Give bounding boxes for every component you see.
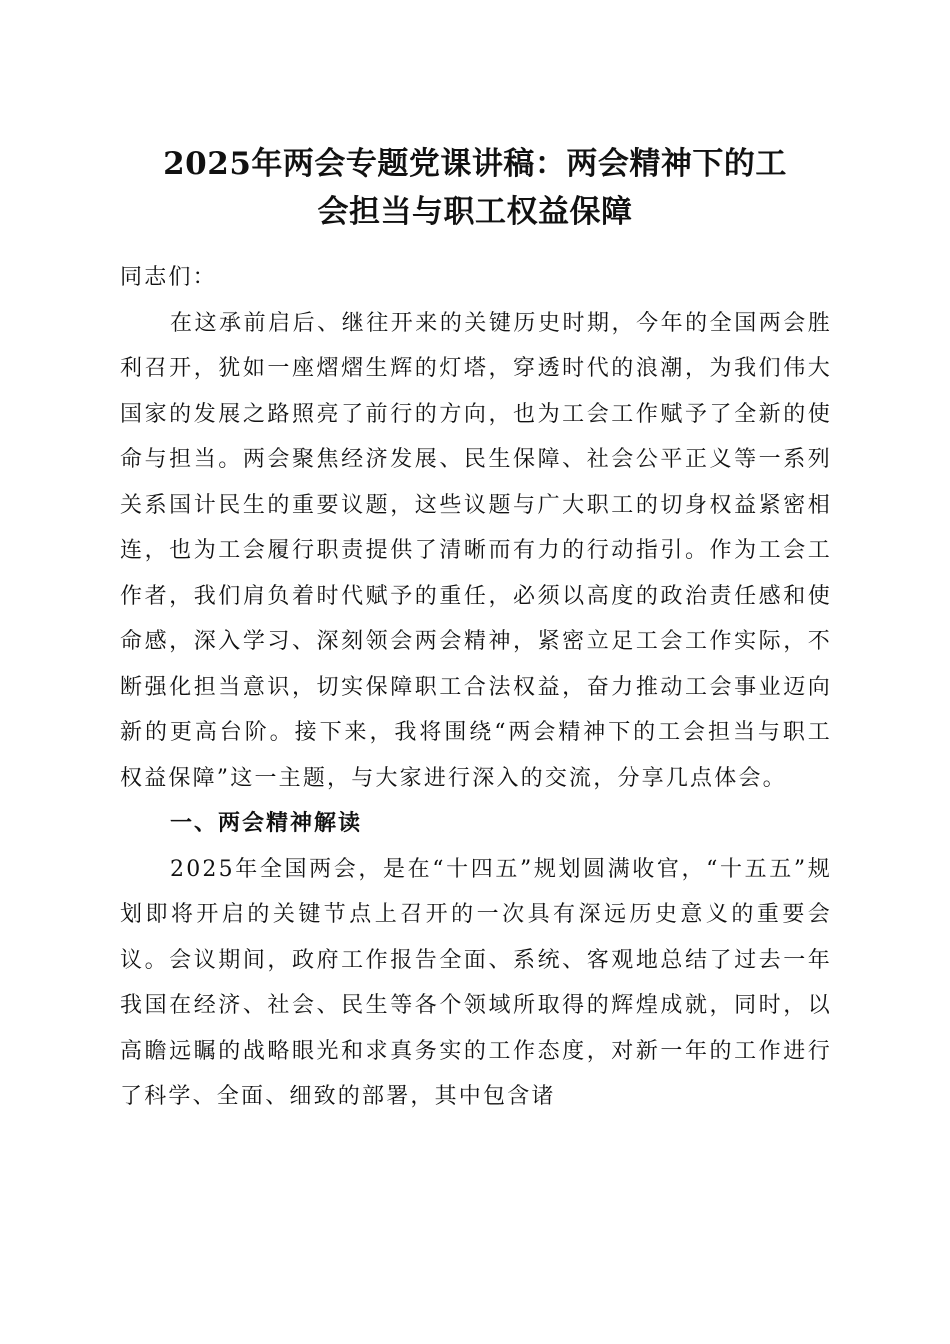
- paragraph-intro: 在这承前启后、继往开来的关键历史时期，今年的全国两会胜利召开，犹如一座熠熠生辉的灯塔，穿透时代的浪潮，为我们伟大国家的发展之路照亮了前行的方向，也为工会工作赋予了全新的使命与担当。两会聚焦经济发展、民生保障、社会公平正义等一系列关系国计民生的重要议题，这些议题与广大职工的切身权益紧密相连，也为工会履行职责提供了清晰而有力的行动指引。作为工会工作者，我们肩负着时代赋予的重任，必须以高度的政治责任感和使命感，深入学习、深刻领会两会精神，紧密立足工会工作实际，不断强化担当意识，切实保障职工合法权益，奋力推动工会事业迈向新的更高台阶。接下来，我将围绕“两会精神下的工会担当与职工权益保障”这一主题，与大家进行深入的交流，分享几点体会。: [120, 310, 832, 791]
- document-title: [100, 140, 850, 236]
- title-line-2: 会担当与职工权益保障: [317, 194, 633, 230]
- paragraph-section-1: 2025年全国两会，是在“十四五”规划圆满收官，“十五五”规划即将开启的关键节点上召开的一次具有深远历史意义的重要会议。会议期间，政府工作报告全面、系统、客观地总结了过去一年我国在经济、社会、民生等各个领域所取得的辉煌成就，同时，以高瞻远瞩的战略眼光和求真务实的工作态度，对新一年的工作进行了科学、全面、细致的部署，其中包含诸: [120, 856, 832, 1109]
- section-heading-1: 一、两会精神解读: [170, 811, 363, 836]
- salutation: 同志们：: [120, 265, 217, 290]
- document-body: [120, 255, 832, 1120]
- title-line-1: 2025年两会专题党课讲稿：两会精神下的工: [163, 146, 787, 182]
